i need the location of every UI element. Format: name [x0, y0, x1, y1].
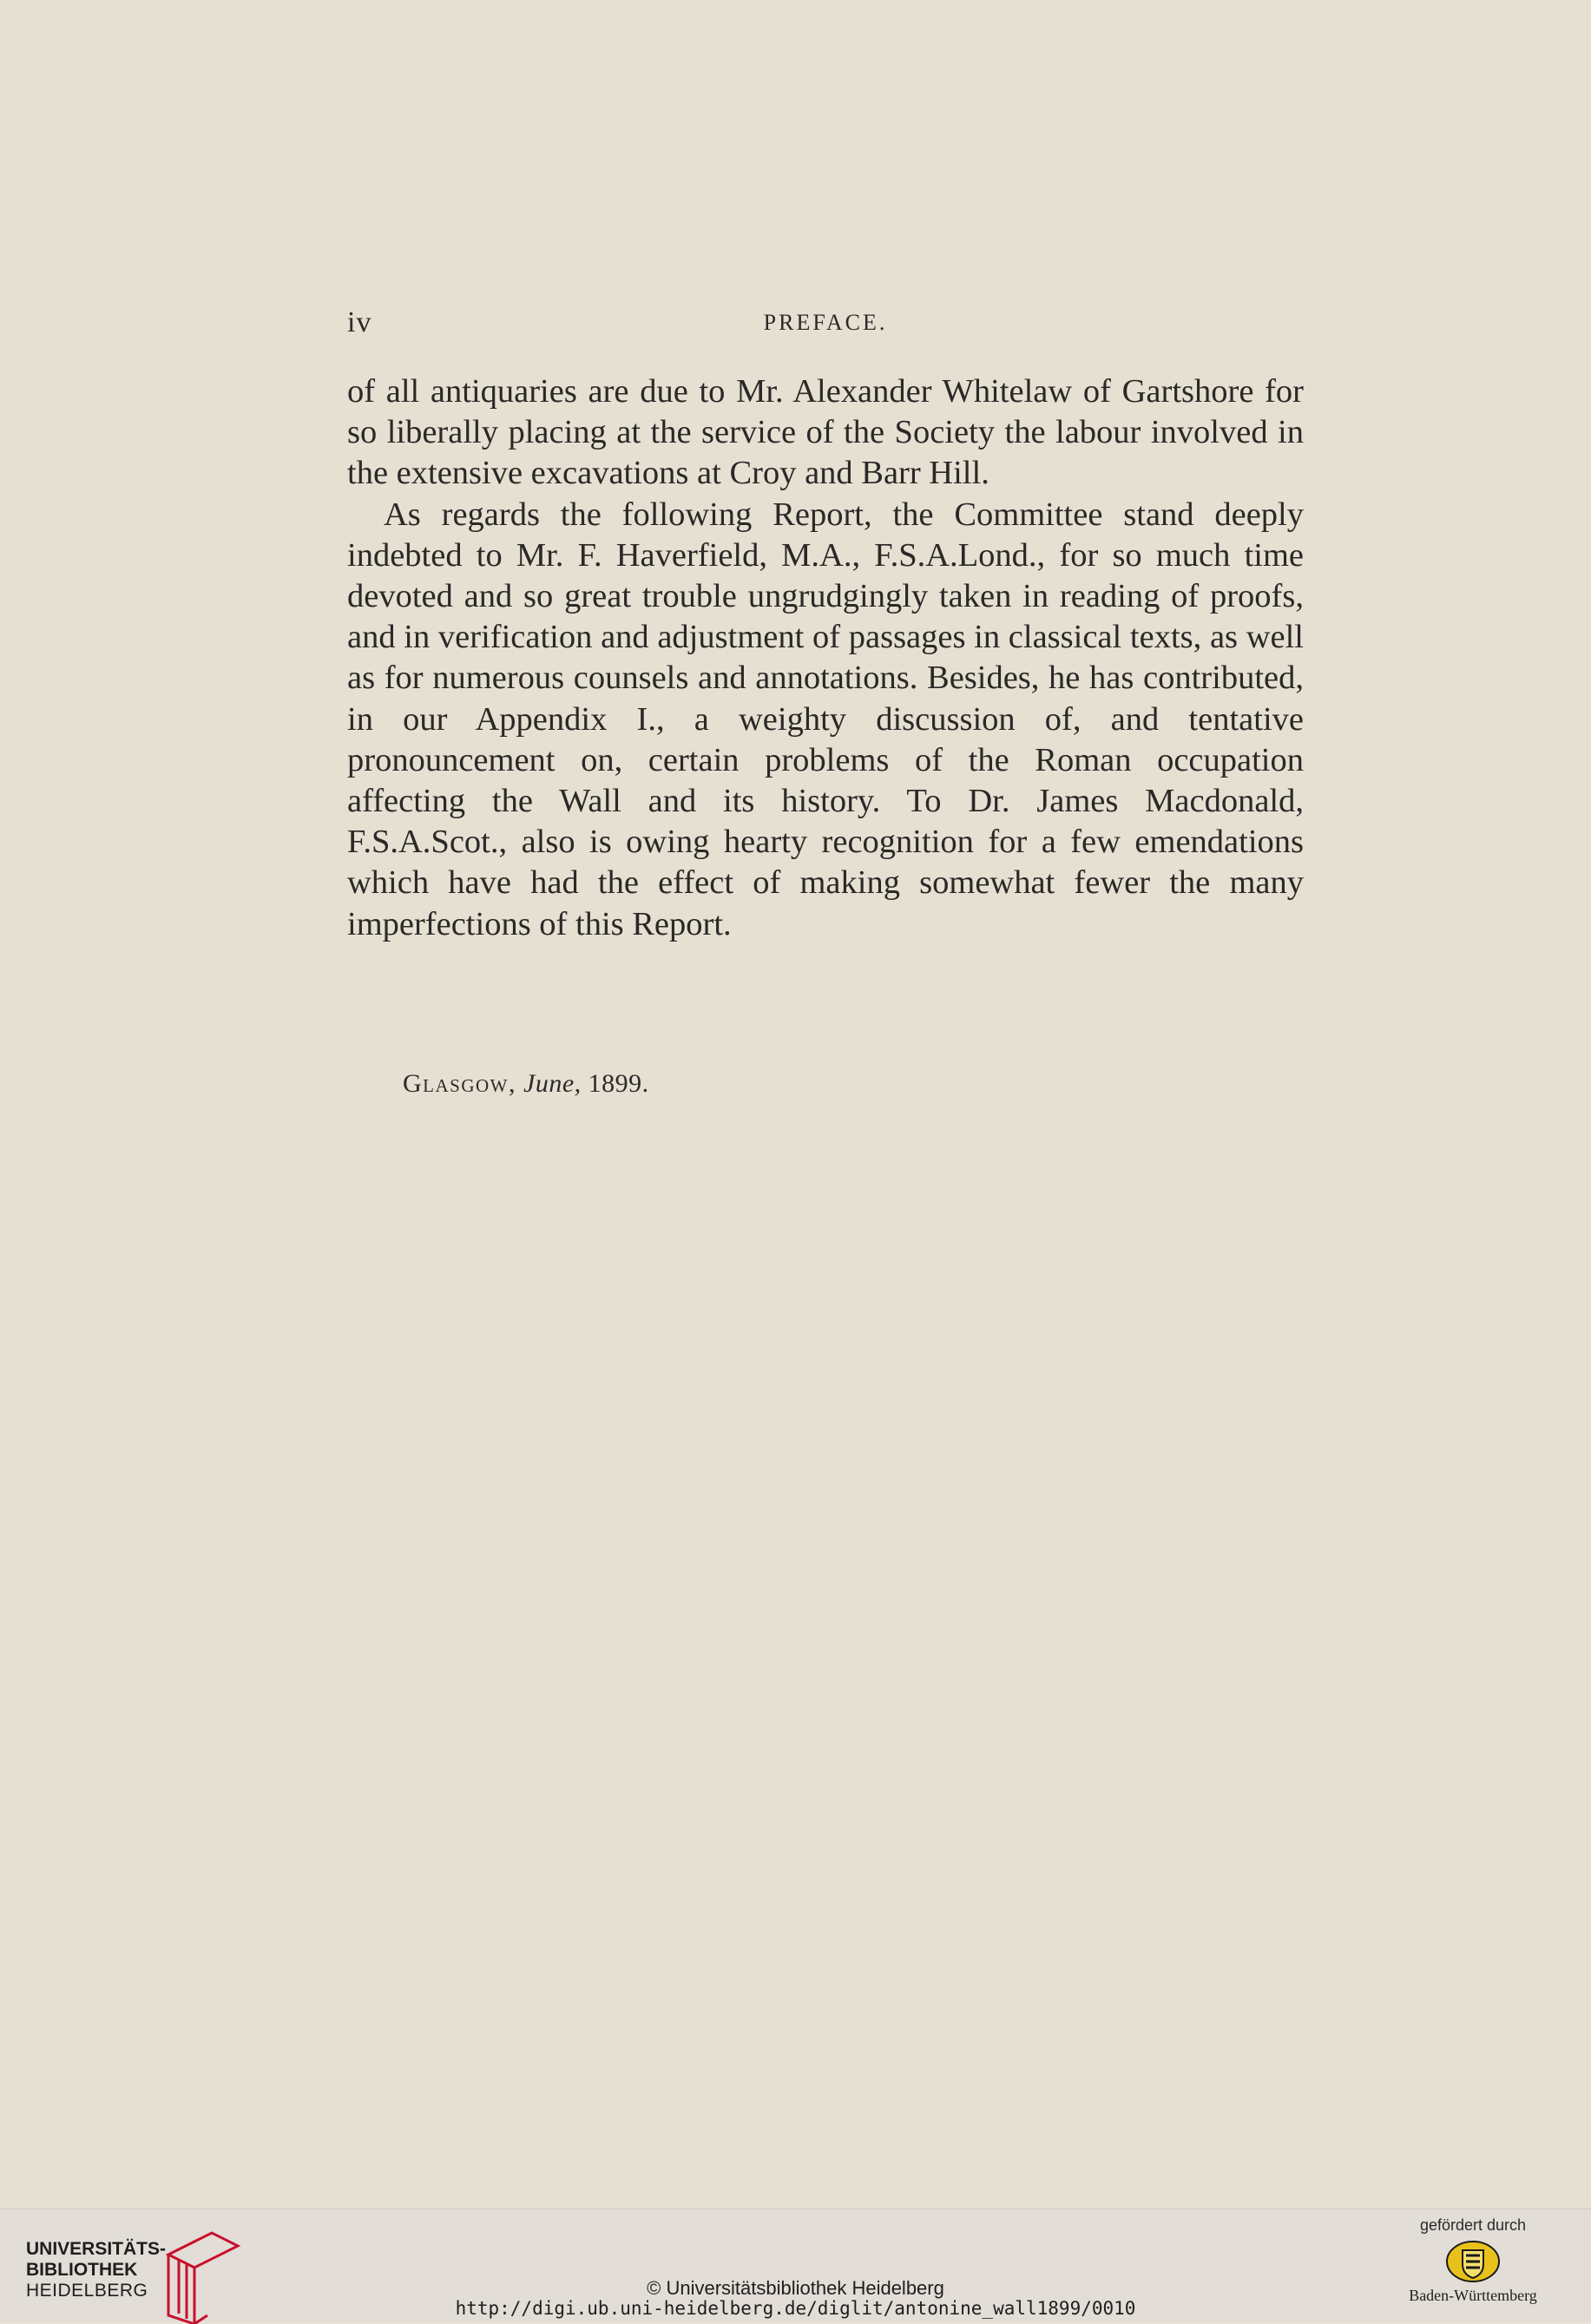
signature-line: [403, 1069, 649, 1099]
footer-bar: [0, 2209, 1591, 2322]
signature-place: Glasgow,: [403, 1069, 516, 1098]
coat-of-arms-icon: [1445, 2240, 1501, 2283]
signature-year: 1899.: [588, 1069, 649, 1098]
page-number: iv: [347, 306, 372, 338]
institution-line-2: BIBLIOTHEK: [26, 2260, 138, 2280]
sponsor-label: gefördert durch: [1419, 2216, 1527, 2234]
signature-month: June,: [523, 1069, 582, 1098]
institution-line-1: UNIVERSITÄTS-: [26, 2239, 167, 2259]
paragraph-1: of all antiquaries are due to Mr. Alexander Whitelaw of Gartshore for so liberally placing at the service of the Society the labour involved in the extensive excavations at Croy and Barr Hill.: [347, 373, 1304, 492]
body-text: [347, 371, 1304, 945]
running-title: PREFACE.: [763, 310, 888, 335]
institution-line-3: HEIDELBERG: [26, 2281, 148, 2301]
page-header: [347, 306, 1304, 341]
sponsor-name: Baden-Württemberg: [1409, 2287, 1537, 2304]
paragraph-2: As regards the following Report, the Committee stand deeply indebted to Mr. F. Haverfield, M.A., F.S.A.Lond., for so much time devoted and so great trouble ungrudgingly taken in reading of proofs, and in verification and adjustment of passages in classical texts, as well as for numerous counsels and annotations. Besides, he has contributed, in our Appendix I., a weighty discussion of, and tentative pronouncement on, certain problems of the Roman occupation affecting the Wall and its history. To Dr. James Macdonald, F.S.A.Scot., also is owing hearty recognition for a few emendations which have had the effect of making somewhat fewer the many imperfections of this Report.: [347, 496, 1304, 942]
permalink-url[interactable]: http://digi.ub.uni-heidelberg.de/diglit/antonine_wall1899/0010: [455, 2298, 1136, 2319]
copyright-notice: © Universitätsbibliothek Heidelberg: [647, 2277, 944, 2299]
sponsor-block[interactable]: [1377, 2216, 1568, 2319]
